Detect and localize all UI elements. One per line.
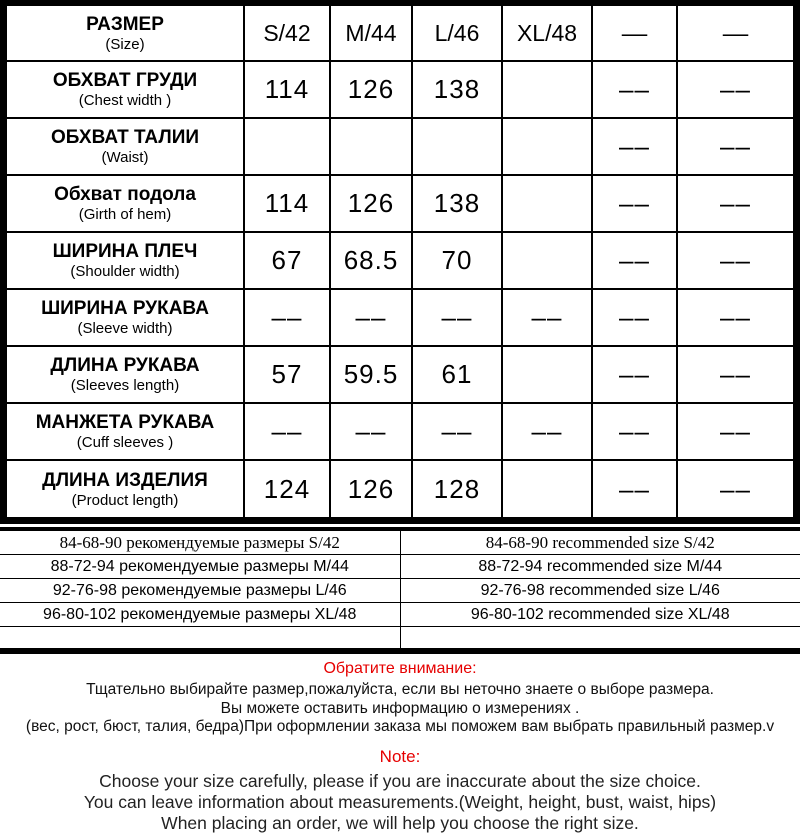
size-value-cell: [502, 175, 592, 232]
row-label-product-length: [7, 460, 244, 517]
label-ru: ДЛИНА РУКАВА: [7, 355, 243, 377]
size-value-cell: 124: [244, 460, 330, 517]
empty-cell: [401, 627, 800, 648]
recommended-size-ru: 84-68-90 рекомендуемые размеры S/42: [0, 531, 401, 554]
size-value-cell: ––: [677, 175, 793, 232]
size-value-cell: M/44: [330, 6, 412, 61]
row-label-size: [7, 6, 244, 61]
recommended-size-ru: 88-72-94 рекомендуемые размеры M/44: [0, 555, 401, 578]
recommended-size-en: 92-76-98 recommended size L/46: [401, 579, 800, 602]
label-en: (Girth of hem): [7, 206, 243, 223]
row-label-sleeve-length: [7, 346, 244, 403]
size-value-cell: ––: [412, 403, 502, 460]
row-label-cuff-sleeves: [7, 403, 244, 460]
row-label-chest-width: [7, 61, 244, 118]
label-ru: Обхват подола: [7, 184, 243, 206]
table-row: [7, 460, 793, 517]
size-value-cell: 114: [244, 175, 330, 232]
size-value-cell: [412, 118, 502, 175]
size-value-cell: [502, 232, 592, 289]
label-ru: ШИРИНА ПЛЕЧ: [7, 241, 243, 263]
notice-line-en: Choose your size carefully, please if you are inaccurate about the size choice.: [0, 771, 800, 792]
size-value-cell: 114: [244, 61, 330, 118]
label-en: (Sleeve width): [7, 320, 243, 337]
size-value-cell: ––: [677, 232, 793, 289]
notice-heading-en: Note:: [0, 747, 800, 767]
notice-line-en: You can leave information about measurements.(Weight, height, bust, waist, hips): [0, 792, 800, 813]
label-en: (Cuff sleeves ): [7, 434, 243, 451]
size-value-cell: ––: [592, 175, 677, 232]
recommended-size-ru: 92-76-98 рекомендуемые размеры L/46: [0, 579, 401, 602]
recommended-sizes-table: [0, 531, 800, 648]
recommended-size-row: [0, 603, 800, 627]
size-value-cell: 128: [412, 460, 502, 517]
size-value-cell: ––: [677, 346, 793, 403]
size-value-cell: ––: [677, 6, 793, 61]
size-value-cell: 126: [330, 61, 412, 118]
size-value-cell: ––: [677, 403, 793, 460]
size-value-cell: 57: [244, 346, 330, 403]
size-value-cell: ––: [677, 460, 793, 517]
size-chart-table: [7, 6, 793, 517]
size-value-cell: [502, 118, 592, 175]
size-value-cell: [330, 118, 412, 175]
recommended-size-row: [0, 531, 800, 555]
size-value-cell: ––: [677, 289, 793, 346]
table-row: [7, 6, 793, 61]
size-value-cell: ––: [592, 346, 677, 403]
table-row: [7, 175, 793, 232]
size-value-cell: ––: [244, 403, 330, 460]
size-value-cell: 68.5: [330, 232, 412, 289]
label-en: (Waist): [7, 149, 243, 166]
size-value-cell: ––: [677, 118, 793, 175]
row-label-shoulder-width: [7, 232, 244, 289]
label-ru: ОБХВАТ ТАЛИИ: [7, 127, 243, 149]
size-value-cell: ––: [592, 289, 677, 346]
table-row: [7, 346, 793, 403]
size-value-cell: ––: [412, 289, 502, 346]
size-notes: [0, 654, 800, 834]
label-en: (Shoulder width): [7, 263, 243, 280]
label-en: (Product length): [7, 492, 243, 509]
table-row: [7, 403, 793, 460]
notice-line-ru: (вес, рост, бюст, талия, бедра)При оформлении заказа мы поможем вам выбрать правильный размер.v: [0, 718, 800, 737]
recommended-size-ru: 96-80-102 рекомендуемые размеры XL/48: [0, 603, 401, 626]
size-value-cell: ––: [592, 6, 677, 61]
recommended-size-row: [0, 555, 800, 579]
size-value-cell: 61: [412, 346, 502, 403]
table-row: [7, 289, 793, 346]
size-value-cell: ––: [592, 403, 677, 460]
recommended-size-en: 96-80-102 recommended size XL/48: [401, 603, 800, 626]
row-label-hem-girth: [7, 175, 244, 232]
notice-line-ru: Тщательно выбирайте размер,пожалуйста, если вы неточно знаете о выборе размера.: [0, 681, 800, 700]
size-value-cell: 138: [412, 175, 502, 232]
empty-cell: [0, 627, 401, 648]
size-value-cell: 138: [412, 61, 502, 118]
size-value-cell: 126: [330, 460, 412, 517]
size-value-cell: [502, 346, 592, 403]
size-value-cell: ––: [592, 61, 677, 118]
notice-line-en: When placing an order, we will help you choose the right size.: [0, 813, 800, 834]
size-value-cell: [244, 118, 330, 175]
size-value-cell: ––: [502, 403, 592, 460]
size-value-cell: ––: [677, 61, 793, 118]
recommended-size-en: 84-68-90 recommended size S/42: [401, 531, 800, 554]
label-en: (Size): [7, 36, 243, 53]
row-label-sleeve-width: [7, 289, 244, 346]
label-ru: РАЗМЕР: [7, 14, 243, 36]
size-value-cell: XL/48: [502, 6, 592, 61]
size-value-cell: [502, 61, 592, 118]
size-value-cell: 59.5: [330, 346, 412, 403]
size-value-cell: ––: [592, 118, 677, 175]
size-value-cell: S/42: [244, 6, 330, 61]
size-value-cell: [502, 460, 592, 517]
recommended-size-row: [0, 579, 800, 603]
notice-line-ru: Вы можете оставить информацию о измерениях .: [0, 700, 800, 719]
size-value-cell: L/46: [412, 6, 502, 61]
size-value-cell: ––: [592, 460, 677, 517]
size-value-cell: ––: [330, 289, 412, 346]
row-label-waist: [7, 118, 244, 175]
recommended-size-en: 88-72-94 recommended size M/44: [401, 555, 800, 578]
size-value-cell: ––: [244, 289, 330, 346]
size-value-cell: 67: [244, 232, 330, 289]
label-en: (Sleeves length): [7, 377, 243, 394]
notice-heading-ru: Обратите внимание:: [0, 660, 800, 678]
size-value-cell: ––: [592, 232, 677, 289]
size-value-cell: ––: [330, 403, 412, 460]
table-row: [7, 61, 793, 118]
table-row: [7, 118, 793, 175]
recommended-size-empty-row: [0, 627, 800, 648]
label-ru: ШИРИНА РУКАВА: [7, 298, 243, 320]
label-ru: ОБХВАТ ГРУДИ: [7, 70, 243, 92]
size-value-cell: ––: [502, 289, 592, 346]
label-ru: ДЛИНА ИЗДЕЛИЯ: [7, 470, 243, 492]
size-value-cell: 126: [330, 175, 412, 232]
size-value-cell: 70: [412, 232, 502, 289]
table-row: [7, 232, 793, 289]
label-en: (Chest width ): [7, 92, 243, 109]
label-ru: МАНЖЕТА РУКАВА: [7, 412, 243, 434]
